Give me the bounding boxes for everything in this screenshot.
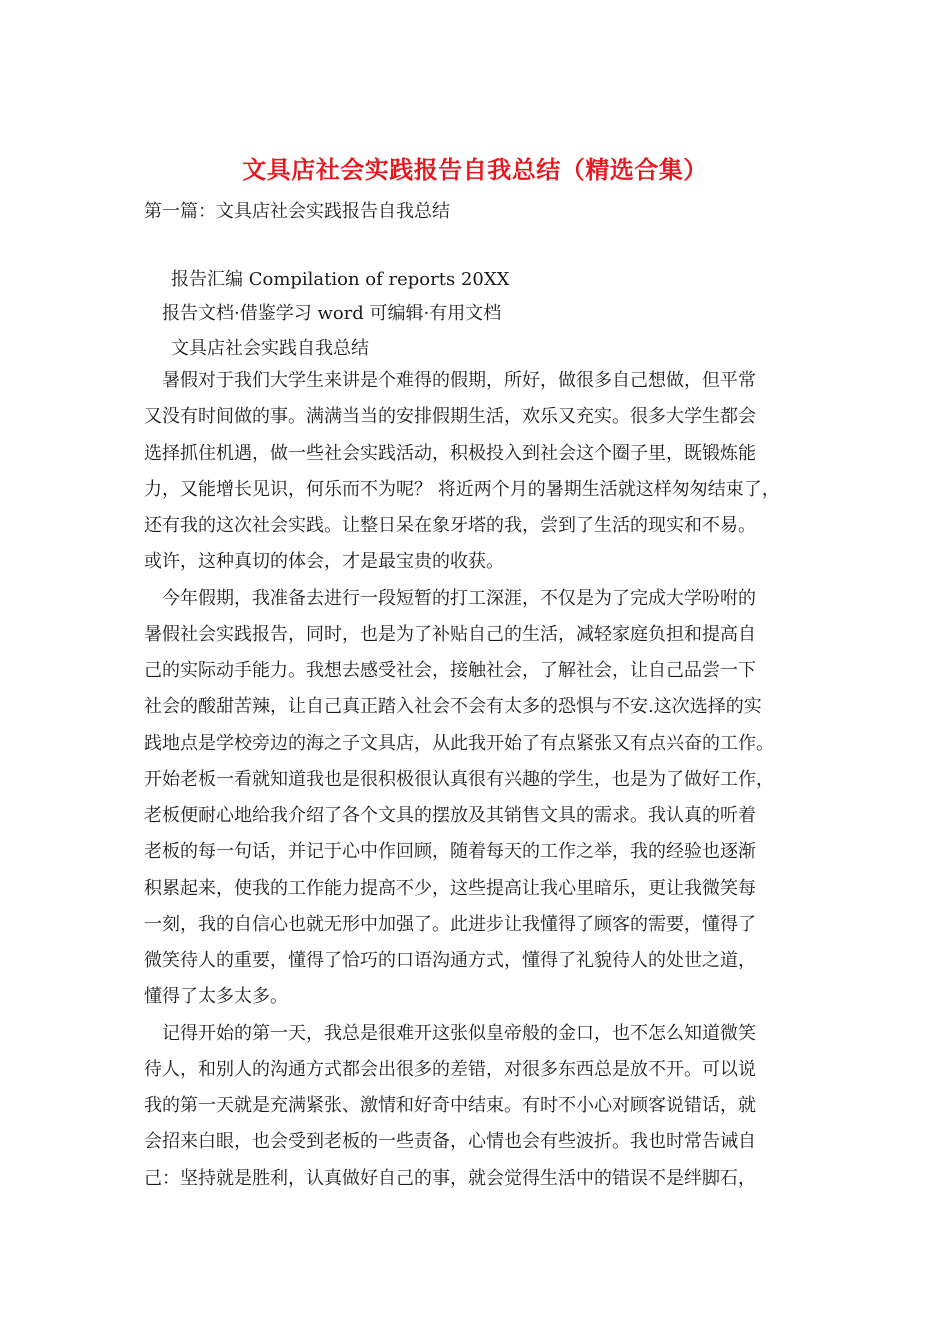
subtitle: 文具店社会实践自我总结 [171, 338, 369, 359]
body-line: 暑假社会实践报告，同时，也是为了补贴自己的生活，减轻家庭负担和提高自 [144, 623, 756, 645]
header-line-1: 报告汇编 Compilation of reports 20XX [171, 269, 510, 290]
body-line: 力，又能增长见识，何乐而不为呢？ 将近两个月的暑期生活就这样匆匆结束了， [144, 478, 780, 500]
body-line: 今年假期，我准备去进行一段短暂的打工深涯，不仅是为了完成大学吩咐的 [144, 587, 756, 609]
body-line: 我的第一天就是充满紧张、激情和好奇中结束。有时不小心对顾客说错话，就 [144, 1095, 756, 1116]
body-line: 老板便耐心地给我介绍了各个文具的摆放及其销售文具的需求。我认真的听着 [144, 805, 756, 826]
body-line: 又没有时间做的事。满满当当的安排假期生活，欢乐又充实。很多大学生都会 [144, 406, 756, 428]
body-line: 己：坚持就是胜利，认真做好自己的事，就会觉得生活中的错误不是绊脚石， [144, 1167, 756, 1189]
body-line: 社会的酸甜苦辣，让自己真正踏入社会不会有太多的恐惧与不安.这次选择的实 [144, 696, 762, 718]
body-line: 老板的每一句话，并记于心中作回顾，随着每天的工作之举，我的经验也逐渐 [144, 841, 756, 863]
body-line: 开始老板一看就知道我也是很积极很认真很有兴趣的学生，也是为了做好工作， [144, 768, 774, 790]
body-line: 践地点是学校旁边的海之子文具店，从此我开始了有点紧张又有点兴奋的工作。 [144, 732, 774, 754]
body-line: 积累起来，使我的工作能力提高不少，这些提高让我心里暗乐，更让我微笑每 [144, 877, 756, 899]
body-line: 还有我的这次社会实践。让整日呆在象牙塔的我，尝到了生活的现实和不易。 [144, 515, 756, 536]
body-text [144, 370, 824, 1204]
body-line: 待人，和别人的沟通方式都会出很多的差错，对很多东西总是放不开。可以说 [144, 1058, 756, 1080]
body-line: 会招来白眼，也会受到老板的一些责备，心情也会有些波折。我也时常告诫自 [144, 1131, 756, 1153]
body-line: 选择抓住机遇，做一些社会实践活动，积极投入到社会这个圈子里，既锻炼能 [144, 442, 756, 464]
body-line: 己的实际动手能力。我想去感受社会，接触社会，了解社会，让自己品尝一下 [144, 660, 756, 681]
document-title: 文具店社会实践报告自我总结（精选合集） [242, 155, 708, 184]
header-line-2: 报告文档·借鉴学习 word 可编辑·有用文档 [162, 303, 502, 324]
body-line: 一刻，我的自信心也就无形中加强了。此进步让我懂得了顾客的需要，懂得了 [144, 913, 756, 935]
section-heading: 第一篇：文具店社会实践报告自我总结 [144, 201, 450, 222]
body-line: 记得开始的第一天，我总是很难开这张似皇帝般的金口，也不怎么知道微笑 [144, 1022, 756, 1044]
body-line: 或许，这种真切的体会，才是最宝贵的收获。 [144, 551, 504, 573]
body-line: 微笑待人的重要，懂得了恰巧的口语沟通方式，懂得了礼貌待人的处世之道， [144, 950, 756, 971]
body-line: 暑假对于我们大学生来讲是个难得的假期，所好，做很多自己想做，但平常 [144, 370, 756, 391]
body-line: 懂得了太多太多。 [144, 986, 288, 1008]
